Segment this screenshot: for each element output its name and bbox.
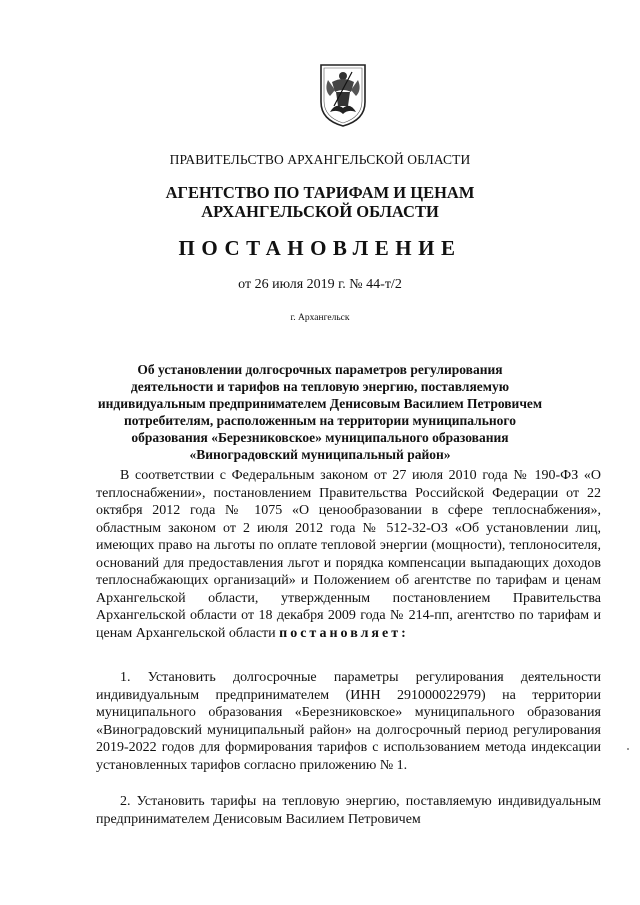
title-line: «Виноградовский муниципальный район» (189, 447, 451, 462)
document-title (0, 361, 640, 463)
agency-name-line2: АРХАНГЕЛЬСКОЙ ОБЛАСТИ (201, 202, 439, 221)
title-line: потребителям, расположенным на территории муниципального (124, 413, 516, 428)
title-line: образования «Березниковское» муниципального образования (131, 430, 509, 445)
government-name: ПРАВИТЕЛЬСТВО АРХАНГЕЛЬСКОЙ ОБЛАСТИ (169, 152, 471, 167)
scan-speck (627, 748, 629, 750)
resolves-word: постановляет: (279, 625, 409, 641)
title-line: Об установлении долгосрочных параметров регулирования (137, 362, 503, 377)
agency-name (0, 183, 640, 221)
city-name: г. Архангельск (290, 313, 350, 323)
coat-of-arms-icon (318, 62, 368, 128)
preamble-paragraph (96, 467, 601, 642)
date-and-number: от 26 июля 2019 г. № 44-т/2 (238, 277, 402, 292)
item-2-text: 2. Установить тарифы на тепловую энергию, поставляемую индивидуальным предпринимателем Денисовым Василием Петровичем (96, 794, 601, 827)
preamble-text: В соответствии с Федеральным законом от 27 июля 2010 года № 190-ФЗ «О теплоснабжении», постановлением Правительства Российской Федерации от 22 октября 2012 года № 1075 «О ценообразовании в сфере теплоснабжения», областным законом от 2 июля 2012 года № 512-32-ОЗ «Об установлении лиц, имеющих право на льготы по оплате тепловой энергии (мощности), теплоносителя, оснований для предоставления льгот и порядка компенсации выпадающих доходов теплоснабжающих организаций» и Положением об агентстве по тарифам и ценам Архангельской области, утвержденным постановлением Правительства Архангельской области от 18 декабря 2009 года № 214-пп, агентство по тарифам и ценам Архангельской области (96, 468, 601, 641)
document-type: ПОСТАНОВЛЕНИЕ (178, 236, 462, 260)
agency-name-line1: АГЕНТСТВО ПО ТАРИФАМ И ЦЕНАМ (165, 183, 475, 202)
item-1-text: 1. Установить долгосрочные параметры регулирования деятельности индивидуальным предпринимателем (ИНН 291000022979) на территории муниципального образования «Березниковское» муниципального образования «Виноградовский муниципальный район» на долгосрочный период регулирования 2019-2022 годов для формирования тарифов с использованием метода индексации установленных тарифов согласно приложению № 1. (96, 670, 601, 773)
title-line: деятельности и тарифов на тепловую энергию, поставляемую (130, 379, 510, 394)
item-1-paragraph (96, 669, 601, 774)
title-line: индивидуальным предпринимателем Денисовым Василием Петровичем (97, 396, 543, 411)
item-2-paragraph (96, 793, 601, 828)
